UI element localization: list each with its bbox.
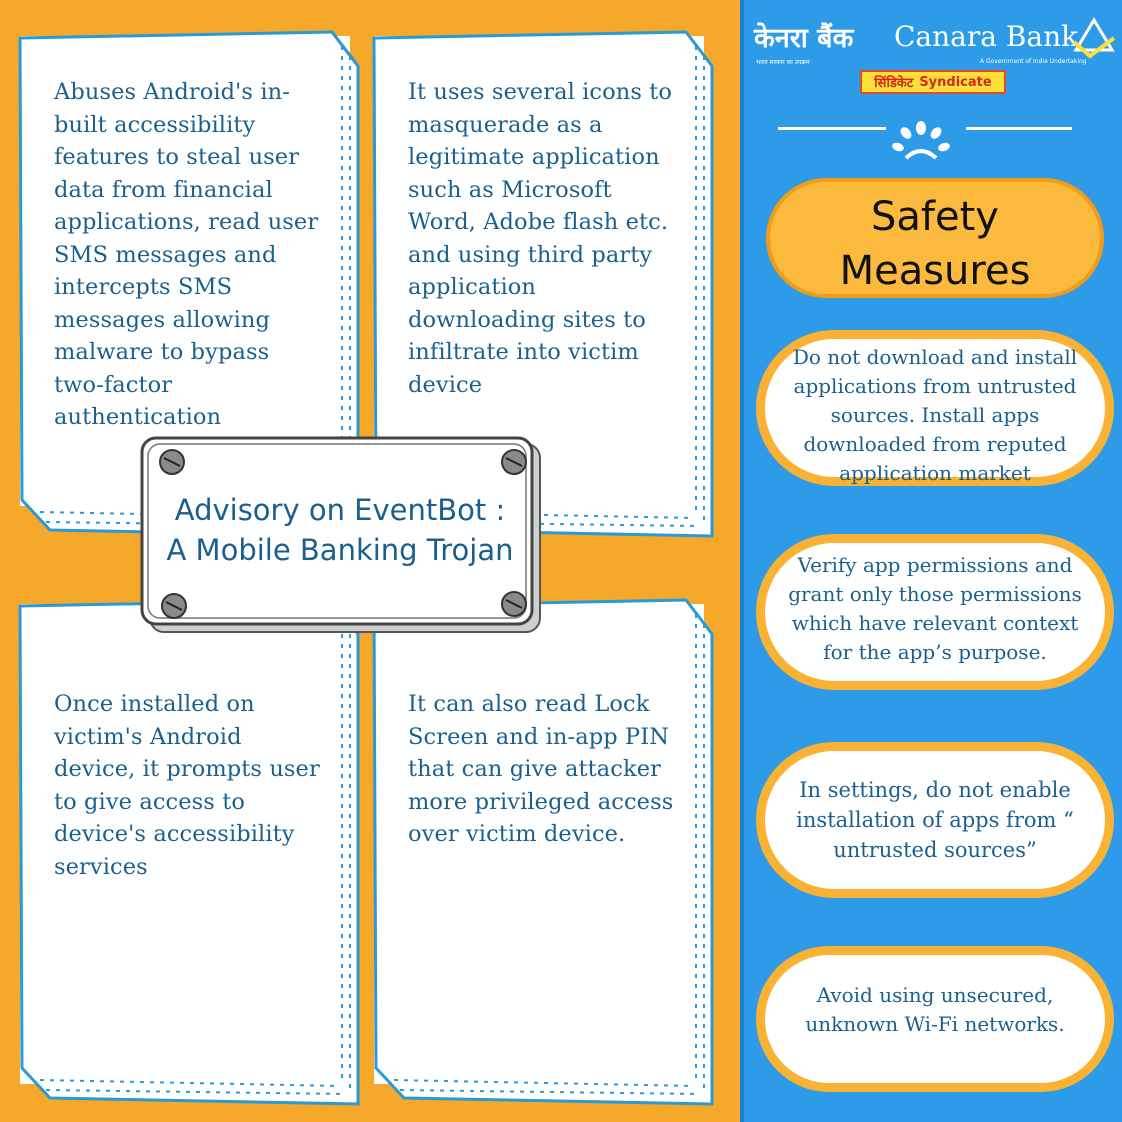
tip-text: Verify app permissions and grant only those permissions which have relevant context for the app’s purpose. [788,553,1082,664]
syndicate-english: Syndicate [919,74,992,90]
safety-tip-permissions [756,534,1114,690]
screw-icon [502,450,526,474]
safety-heading-line1: Safety [871,194,999,240]
card-text: It uses several icons to masquerade as a legitimate application such as Microsoft Word, Adobe flash etc. and using third party application downloading sites to infiltrate into victim device [408,79,673,398]
safety-tip-settings [756,742,1114,898]
tip-text: Do not download and install applications from untrusted sources. Install apps downloaded from reputed application market [792,345,1078,485]
screw-icon [160,450,184,474]
safety-heading-line2: Measures [839,248,1031,294]
syndicate-hindi: सिंडिकेट [874,76,914,91]
safety-tip-wifi [756,946,1114,1092]
advisory-title-plaque [138,434,542,634]
info-card-install-prompt [20,604,350,1084]
bank-logo [744,0,1122,98]
canara-triangle-icon [1070,16,1116,60]
card-text: Once installed on victim's Android device, it prompts user to give access to device's accessibility services [54,691,320,880]
divider-left [778,127,886,130]
card-frame [364,594,724,1114]
info-card-lock-screen [374,604,704,1084]
plaque-title-line1: Advisory on EventBot : [174,493,506,527]
logo-english-sub: A Government of India Undertaking [980,58,1087,65]
plaque-title [138,490,542,570]
logo-english-name: Canara Bank [894,20,1079,53]
screw-icon [502,592,526,616]
card-text: Abuses Android's in-built accessibility features to steal user data from financial applications, read user SMS messages and intercepts SMS messages allowing malware to bypass two-factor authentication [54,79,319,430]
tip-text: Avoid using unsecured, unknown Wi-Fi networks. [805,983,1065,1036]
screw-icon [162,594,186,618]
logo-hindi-tagline: भारत सरकार का उपक्रम [756,59,810,66]
divider-right [966,127,1072,130]
sunburst-emblem-icon [890,120,952,164]
safety-tip-trusted-sources [756,330,1114,486]
safety-measures-heading [766,178,1104,298]
logo-hindi-name: केनरा बैंक [754,23,854,54]
plaque-title-line2: A Mobile Banking Trojan [166,533,514,567]
card-text: It can also read Lock Screen and in-app PIN that can give attacker more privileged access over victim device. [408,691,674,847]
tip-text: In settings, do not enable installation of apps from “ untrusted sources” [796,778,1074,862]
syndicate-badge [860,70,1006,94]
